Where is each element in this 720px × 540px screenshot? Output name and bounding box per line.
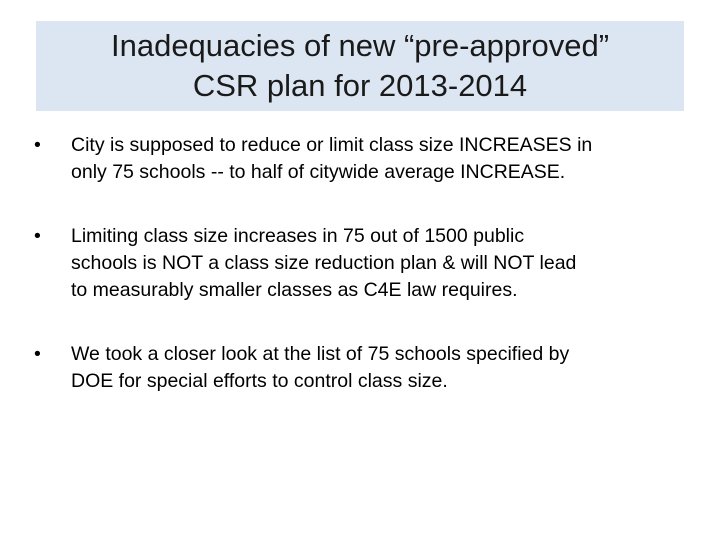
slide-title-line-2: CSR plan for 2013-2014 [192, 68, 528, 103]
slide-title-line-1: Inadequacies of new “pre-approved” [110, 28, 610, 63]
bullet-3-line-2: DOE for special efforts to control class size. [71, 370, 448, 392]
bullet-dot-icon: • [34, 343, 41, 365]
bullet-dot-icon: • [34, 134, 41, 156]
bullet-2-line-1: Limiting class size increases in 75 out of 1500 public [71, 225, 525, 247]
slide-title [36, 21, 684, 111]
bullet-2-line-3: to measurably smaller classes as C4E law requires. [71, 279, 518, 301]
bullet-item-3 [34, 341, 684, 395]
bullet-list [34, 132, 684, 395]
bullet-1-line-1: City is supposed to reduce or limit class size INCREASES in [71, 134, 593, 156]
bullet-1-line-2: only 75 schools -- to half of citywide average INCREASE. [71, 161, 566, 183]
bullet-item-2 [34, 223, 684, 304]
bullet-2-line-2: schools is NOT a class size reduction plan & will NOT lead [71, 252, 577, 274]
bullet-item-1 [34, 132, 684, 186]
bullet-3-line-1: We took a closer look at the list of 75 schools specified by [71, 343, 570, 365]
bullet-dot-icon: • [34, 225, 41, 247]
